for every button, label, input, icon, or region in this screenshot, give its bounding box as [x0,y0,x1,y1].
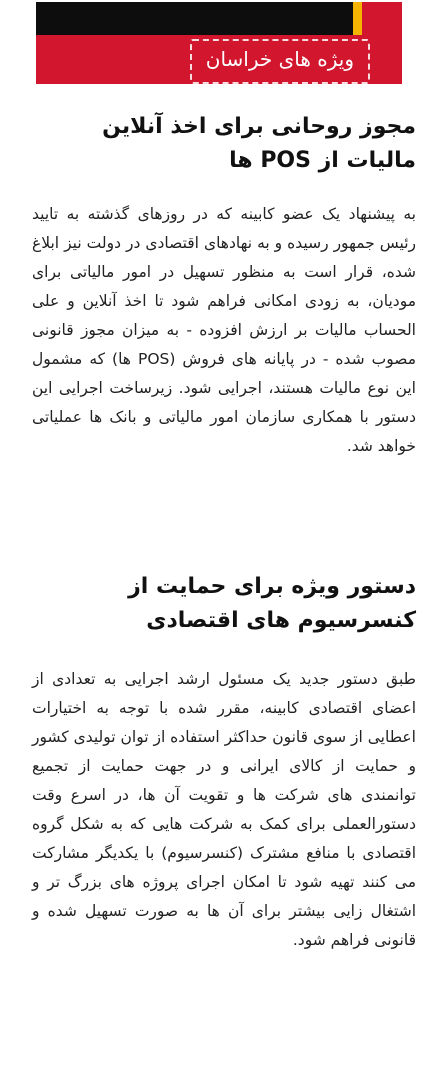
header-yellow-accent [353,2,362,35]
article-2-headline: دستور ویژه برای حمایت از کنسرسیوم های اقتصادی [128,574,416,633]
article-2-body: طبق دستور جدید یک مسئول ارشد اجرایی به تعدادی از اعضای اقتصادی کابینه، مقرر شده با توجه به اختیارات اعطایی از سوی قانون حداکثر استفاده از توان تولیدی کشور و حمایت از کالای ایرانی و در جهت حمایت از تجمیع توانمندی های شرکت ها و تقویت آن ها، در اسرع وقت دستورالعملی برای کمک به شرکت هایی که به شکل گروه اقتصادی با منافع مشترک (کنسرسیوم) با یکدیگر مشارکت می کنند تهیه شود تا امکان اجرای پروژه های بزرگ تر و اشتغال زایی بیشتر برای آن ها به صورت تسهیل شده و قانونی فراهم شود. [31,670,416,949]
article-1-body: به پیشنهاد یک عضو کابینه که در روزهای گذشته به تایید رئیس جمهور رسیده و به نهادهای اقتصادی در دولت نیز ابلاغ شده، قرار است به منظور تسهیل در امور مالیاتی برای مودیان، به زودی امکانی فراهم شود تا اخذ آنلاین و علی الحساب مالیات بر ارزش افزوده - به میزان مجوز قانونی مصوب شده - در پایانه های فروش (POS ها) که مشمول این نوع مالیات هستند، اجرایی شود. زیرساخت اجرایی این دستور با همکاری سازمان امور مالیاتی و بانک ها عملیاتی خواهد شد. [32,205,416,455]
header-stripe [36,2,402,35]
section-header [36,2,402,84]
section-label: ویژه های خراسان [190,39,370,84]
header-red-band [36,35,402,84]
header-black-stripe [36,2,353,35]
article-1-headline: مجوز روحانی برای اخذ آنلاین مالیات از POS ها [102,114,416,173]
header-red-stub [362,2,402,35]
